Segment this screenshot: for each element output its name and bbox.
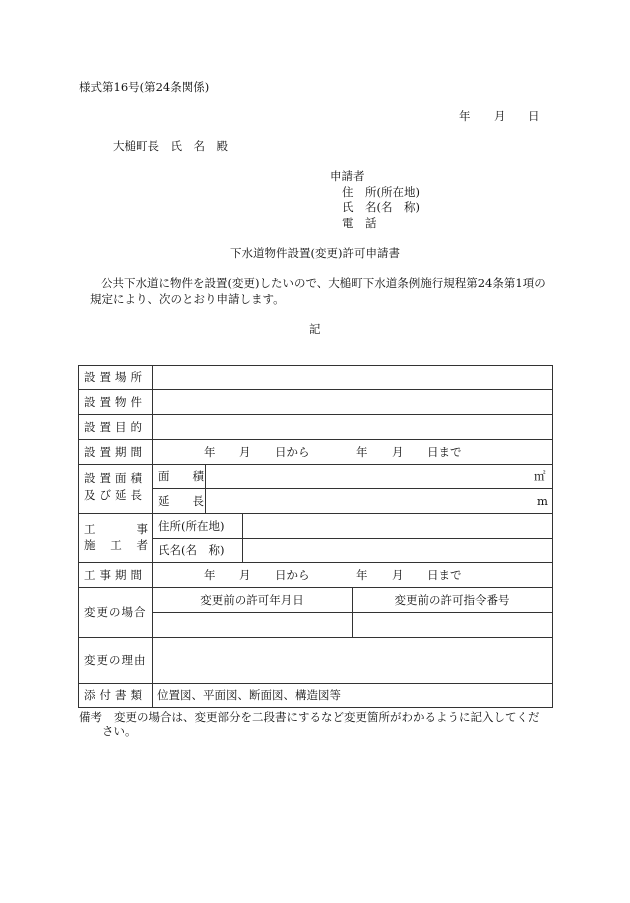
- label-area-1: 設置面積: [84, 471, 146, 485]
- label-contractor-1: 工 事: [84, 522, 148, 536]
- label-contractor-2: 施 工 者: [84, 538, 148, 552]
- label-attachments: 添付書類: [84, 688, 146, 702]
- attachments-value: 位置図、平面図、断面図、構造図等: [157, 688, 341, 702]
- label-contractor-name: 氏名(名 称): [158, 543, 225, 557]
- applicant-phone: 電 話: [342, 216, 377, 230]
- work-to-year: 年: [356, 568, 368, 582]
- date-year: 年: [459, 109, 471, 123]
- label-object: 設置物件: [84, 394, 146, 409]
- header-prev-number: 変更前の許可指令番号: [394, 592, 510, 607]
- period-to-day: 日まで: [427, 445, 462, 459]
- period-to-year: 年: [356, 445, 368, 459]
- work-from-month: 月: [239, 568, 251, 582]
- header-prev-date: 変更前の許可年月日: [200, 592, 304, 607]
- document-title: 下水道物件設置(変更)許可申請書: [230, 246, 400, 260]
- length-unit: m: [537, 493, 548, 508]
- note-text-1: 変更の場合は、変更部分を二段書にするなど変更箇所がわかるように記入してくだ: [114, 710, 540, 724]
- period-from-month: 月: [239, 445, 251, 459]
- body-text-1: 公共下水道に物件を設置(変更)したいので、大槌町下水道条例施行規程第24条第1項の: [101, 276, 546, 290]
- date-month: 月: [494, 109, 506, 123]
- period-from-year: 年: [204, 445, 216, 459]
- label-contractor-address: 住所(所在地): [158, 518, 225, 533]
- ki-heading: 記: [309, 322, 321, 336]
- period-from-day: 日から: [275, 445, 310, 459]
- period-to-month: 月: [392, 445, 404, 459]
- addressee: 大槌町長 氏 名 殿: [113, 139, 228, 153]
- applicant-heading: 申請者: [330, 169, 365, 183]
- label-length: 延 長: [158, 493, 204, 508]
- label-change-reason: 変更の理由: [84, 653, 147, 667]
- label-change-case: 変更の場合: [84, 605, 147, 619]
- label-area: 面 積: [158, 469, 204, 483]
- label-work-period: 工事期間: [84, 567, 146, 582]
- applicant-name: 氏 名(名 称): [342, 200, 420, 214]
- work-from-day: 日から: [275, 568, 310, 582]
- work-to-month: 月: [392, 568, 404, 582]
- applicant-address: 住 所(所在地): [342, 185, 420, 199]
- label-period: 設置期間: [84, 444, 146, 459]
- area-unit: ㎡: [534, 469, 546, 483]
- date-day: 日: [528, 109, 540, 123]
- label-purpose: 設置目的: [84, 419, 146, 434]
- note-label: 備考: [79, 710, 102, 724]
- form-number: 様式第16号(第24条関係): [79, 80, 210, 94]
- note-text-2: さい。: [102, 724, 137, 738]
- label-area-2: 及び延長: [84, 488, 146, 502]
- work-to-day: 日まで: [427, 568, 462, 582]
- label-location: 設置場所: [84, 370, 146, 384]
- work-from-year: 年: [204, 568, 216, 582]
- body-text-2: 規定により、次のとおり申請します。: [90, 292, 285, 306]
